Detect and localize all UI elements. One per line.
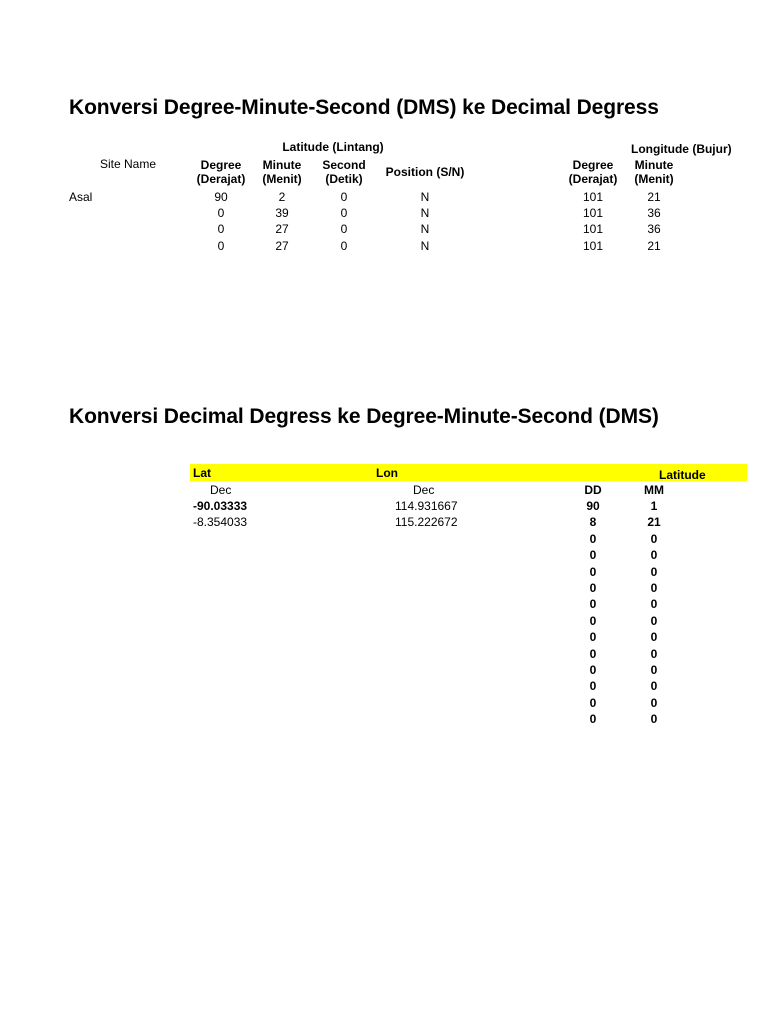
- lon-degree-cell: 101: [582, 239, 604, 253]
- mm-cell: 0: [650, 614, 658, 628]
- site-name-header: Site Name: [100, 157, 157, 171]
- lat-second-cell: 0: [340, 222, 348, 236]
- band-lon-label: Lon: [376, 466, 398, 480]
- mm-cell: 0: [650, 597, 658, 611]
- section2-title: Konversi Decimal Degress ke Degree-Minute-Second (DMS): [69, 405, 659, 428]
- lat-degree-cell: 0: [217, 206, 225, 220]
- lat-second-cell: 0: [340, 190, 348, 204]
- dd-cell: 0: [589, 647, 597, 661]
- mm-subheader: MM: [644, 483, 664, 497]
- dd-cell: 0: [589, 532, 597, 546]
- lon-degree-header: [563, 158, 623, 186]
- lat-degree-cell: 0: [217, 222, 225, 236]
- lon-degree-cell: 101: [582, 206, 604, 220]
- lat-minute-header: [252, 158, 312, 186]
- lat-degree-cell: 90: [214, 190, 228, 204]
- band-latitude-wrap: [659, 466, 747, 481]
- lat-dec-subheader: Dec: [210, 483, 232, 497]
- mm-cell: 0: [650, 532, 658, 546]
- lat-position-header: Position (S/N): [385, 165, 465, 179]
- lat-second-header: [314, 158, 374, 186]
- lat-minute-label: Minute: [262, 158, 302, 172]
- lat-position-cell: N: [420, 206, 430, 220]
- dd-cell: 0: [589, 565, 597, 579]
- lat-second-cell: 0: [340, 206, 348, 220]
- dd-cell: 90: [586, 499, 600, 513]
- lat-minute-cell: 27: [275, 222, 289, 236]
- dd-cell: 0: [589, 712, 597, 726]
- dd-cell: 0: [589, 663, 597, 677]
- lon-minute-cell: 21: [647, 190, 661, 204]
- lon-minute-label: Minute: [634, 158, 674, 172]
- section1-title-wrap: [69, 96, 687, 126]
- mm-cell: 0: [650, 630, 658, 644]
- lon-dec-subheader: Dec: [413, 483, 435, 497]
- lat-degree-header: [191, 158, 251, 186]
- lon-minute-cell: 36: [647, 206, 661, 220]
- mm-cell: 0: [650, 679, 658, 693]
- lat-minute-cell: 2: [278, 190, 286, 204]
- mm-cell: 1: [650, 499, 658, 513]
- lon-minute-header: [624, 158, 684, 186]
- band-latitude-label: Latitude: [659, 468, 706, 482]
- lat-second-sublabel: (Detik): [325, 172, 363, 186]
- lon-decimal-cell: 114.931667: [395, 499, 458, 513]
- lat-degree-label: Degree: [200, 158, 242, 172]
- dd-cell: 0: [589, 581, 597, 595]
- mm-cell: 0: [650, 581, 658, 595]
- lat-minute-cell: 39: [275, 206, 289, 220]
- dd-cell: 0: [589, 614, 597, 628]
- lat-decimal-cell: -8.354033: [193, 515, 248, 529]
- dd-cell: 0: [589, 548, 597, 562]
- section1-title: Konversi Degree-Minute-Second (DMS) ke Decimal Degress: [69, 96, 659, 119]
- mm-cell: 0: [650, 565, 658, 579]
- lon-degree-cell: 101: [582, 222, 604, 236]
- dd-cell: 0: [589, 679, 597, 693]
- lat-minute-sublabel: (Menit): [262, 172, 302, 186]
- lon-decimal-cell: 115.222672: [395, 515, 458, 529]
- lat-degree-cell: 0: [217, 239, 225, 253]
- lat-minute-cell: 27: [275, 239, 289, 253]
- lon-degree-sublabel: (Derajat): [568, 172, 618, 186]
- lat-decimal-cell: -90.03333: [193, 499, 248, 513]
- mm-cell: 0: [650, 712, 658, 726]
- lat-position-cell: N: [420, 190, 430, 204]
- site-name-cell: Asal: [69, 190, 93, 204]
- lat-position-cell: N: [420, 222, 430, 236]
- mm-cell: 0: [650, 548, 658, 562]
- lat-second-cell: 0: [340, 239, 348, 253]
- lat-degree-sublabel: (Derajat): [196, 172, 246, 186]
- lon-degree-label: Degree: [572, 158, 614, 172]
- section2-title-wrap: [69, 405, 687, 435]
- mm-cell: 0: [650, 696, 658, 710]
- lon-degree-cell: 101: [582, 190, 604, 204]
- dd-cell: 8: [589, 515, 597, 529]
- lat-position-cell: N: [420, 239, 430, 253]
- mm-cell: 0: [650, 647, 658, 661]
- mm-cell: 0: [650, 663, 658, 677]
- lon-minute-sublabel: (Menit): [634, 172, 674, 186]
- dd-cell: 0: [589, 630, 597, 644]
- dd-subheader: DD: [584, 483, 602, 497]
- mm-cell: 21: [647, 515, 661, 529]
- dd-cell: 0: [589, 696, 597, 710]
- lon-minute-cell: 36: [647, 222, 661, 236]
- longitude-group-header: Longitude (Bujur): [631, 142, 732, 156]
- lat-second-label: Second: [322, 158, 366, 172]
- dd-cell: 0: [589, 597, 597, 611]
- latitude-group-header: Latitude (Lintang): [282, 140, 384, 154]
- longitude-group-header-wrap: [631, 140, 732, 156]
- band-lat-label: Lat: [193, 466, 211, 480]
- lon-minute-cell: 21: [647, 239, 661, 253]
